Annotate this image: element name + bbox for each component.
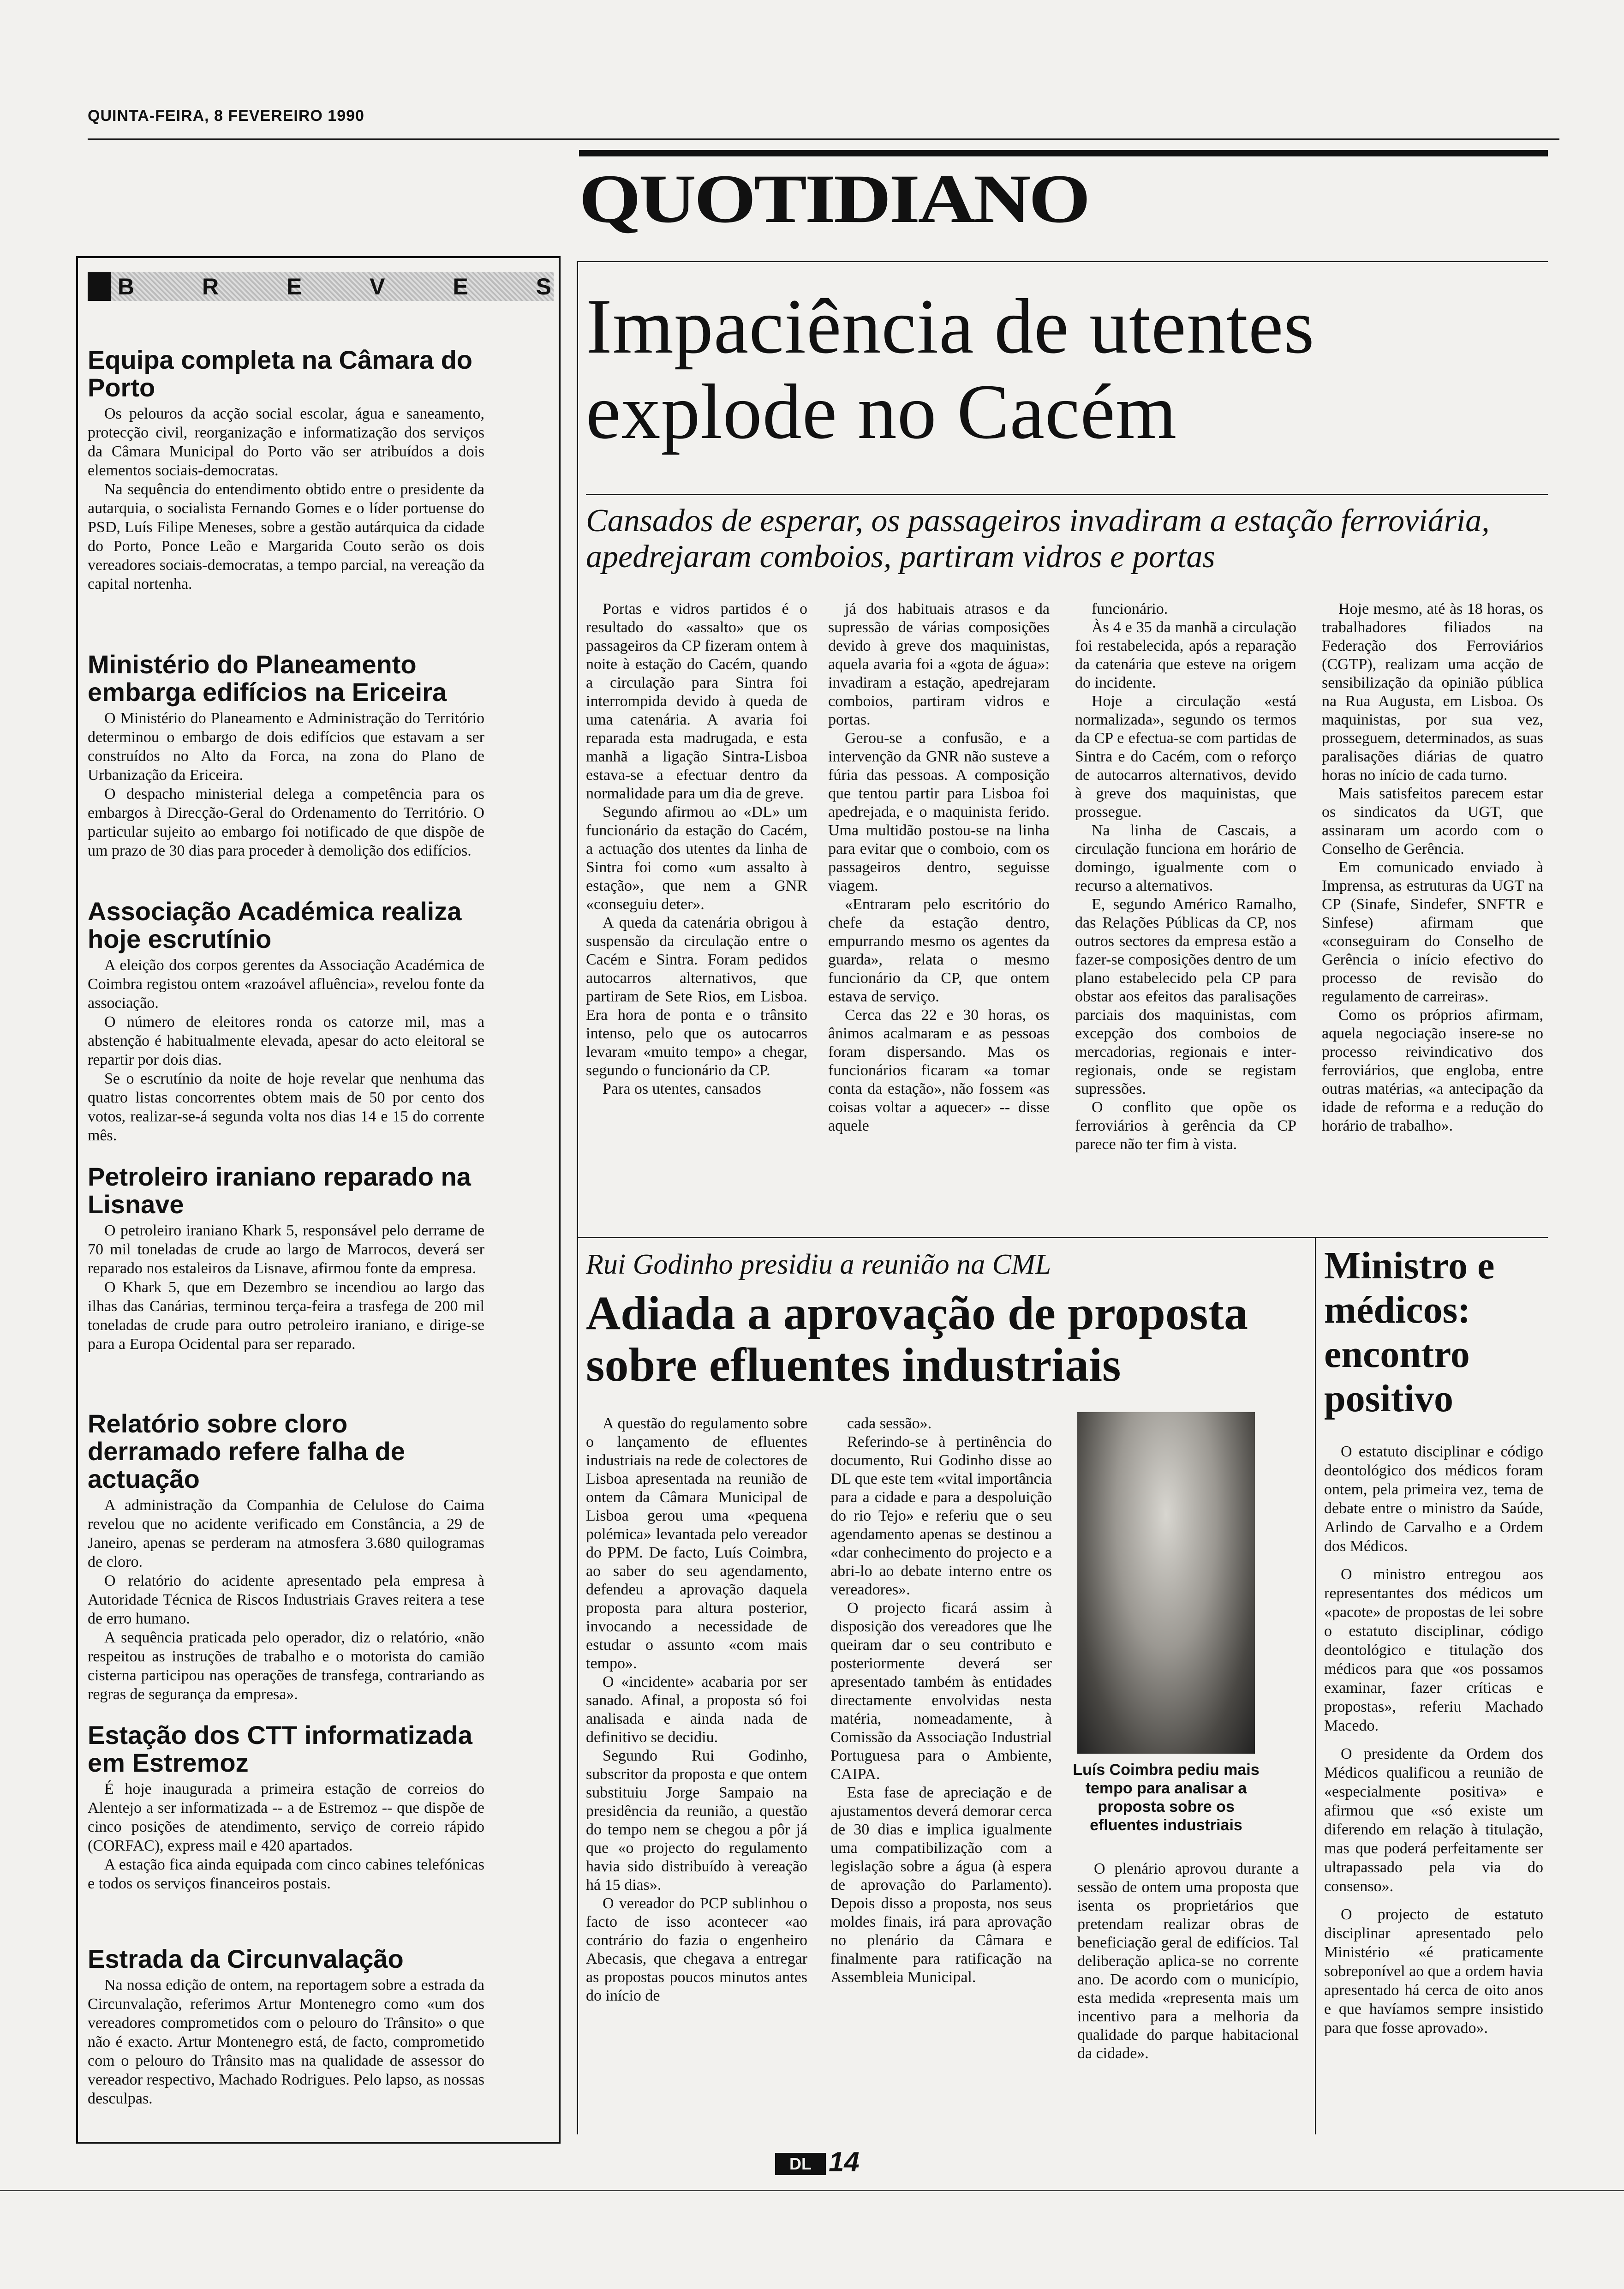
main-story-column (586, 600, 807, 1098)
main-subhead: Cansados de esperar, os passageiros invadiram a estação ferroviária, apedrejaram comboios, partiram vidros e portas (586, 503, 1490, 575)
story-paragraph: O plenário aprovou durante a sessão de ontem uma proposta que isenta os proprietários que pretendam realizar obras de beneficiação geral de edifícios. Tal deliberação aplica-se no corrente ano. De acordo com o município, esta medida «representa mais um incentivo para a melhoria da qualidade do parque habitacional da cidade». (1077, 1860, 1299, 2062)
dateline: QUINTA-FEIRA, 8 FEVEREIRO 1990 (88, 107, 364, 125)
story-paragraph: O projecto de estatuto disciplinar apresentado pelo Ministério «é praticamente sobreponível ao que a ordem havia apresentado há cerca de oito anos e que havíamos sempre insistido para que fosse aprovado». (1324, 1906, 1543, 2037)
brief-item (88, 1721, 484, 1893)
story-paragraph: E, segundo Américo Ramalho, das Relações Públicas da CP, nos outros sectores da empresa estão a fazer-se composições dentro de um plano estabelecido pela CP para obstar aos efeitos das paralisações parciais dos maquinistas, com excepção dos comboios de mercadorias, regionais e inter-regionais, onde se registam supressões. (1075, 896, 1296, 1097)
brief-paragraph: A sequência praticada pelo operador, diz o relatório, «não respeitou as instruções de trabalho e o motorista do camião cisterna participou nas operações de transfega, contrariando as regras de segurança da empresa». (88, 1629, 484, 1703)
story-paragraph: cada sessão». (847, 1415, 932, 1432)
story-paragraph: O estatuto disciplinar e código deontológico dos médicos foram ontem, pela primeira vez, tema de debate entre o ministro da Saúde, Arlindo de Carvalho e a Ordem dos Médicos. (1324, 1443, 1543, 1555)
story-paragraph: funcionário. (1092, 600, 1168, 617)
brief-item (88, 1945, 484, 2108)
brief-paragraph: A eleição dos corpos gerentes da Associação Académica de Coimbra registou ontem «razoável afluência», revelou fonte da associação. (88, 957, 484, 1012)
brief-paragraph: Os pelouros da acção social escolar, água e saneamento, protecção civil, reorganização e informatização dos serviços da Câmara Municipal do Porto vão ser atribuídos a dois elementos sociais-democratas. (88, 405, 484, 479)
story-paragraph: O projecto ficará assim à disposição dos vereadores que lhe queiram dar o seu contributo e posteriormente deverá ser apresentado também às entidades directamente envolvidas nesta matéria, nomeadamente, à Comissão da Associação Industrial Portuguesa para o Ambiente, CAIPA. (830, 1600, 1052, 1783)
portrait-photo (1077, 1412, 1255, 1754)
story2-kicker: Rui Godinho presidiu a reunião na CML (586, 1249, 1051, 1280)
breves-letter: E (453, 274, 468, 300)
story2-column (586, 1414, 807, 2005)
story2-headline: Adiada a aprovação de proposta sobre efluentes industriais (586, 1287, 1248, 1391)
brief-paragraph: O despacho ministerial delega a competência para os embargos à Direcção-Geral do Ordenamento do Território. O particular sujeito ao embargo foi notificado de que dispõe de um prazo de 30 dias para proceder à demolição dos edifícios. (88, 785, 484, 859)
brief-paragraph: A estação fica ainda equipada com cinco cabines telefónicas e todos os serviços financeiros postais. (88, 1856, 484, 1892)
page-number: 14 (829, 2146, 860, 2177)
brief-item (88, 346, 484, 593)
story-rule (577, 1237, 1548, 1238)
story-rule (586, 494, 1548, 495)
story-paragraph: Para os utentes, cansados (603, 1080, 761, 1097)
story-paragraph: Na linha de Cascais, a circulação funciona em horário de domingo, igualmente com o recurso a alternativos. (1075, 822, 1296, 894)
story-paragraph: Gerou-se a confusão, e a intervenção da GNR não susteve a fúria das pessoas. A composição que tentou partir para Lisboa foi apedrejada, e o maquinista ferido. Uma multidão postou-se na linha para evitar que o comboio, com os passageiros dentro, seguisse viagem. (828, 730, 1050, 894)
brief-paragraph: A administração da Companhia de Celulose do Caima revelou que no acidente verificado em Constância, a 29 de Janeiro, apenas se perderam na atmosfera 3.680 quilogramas de cloro. (88, 1497, 484, 1570)
story-paragraph: Referindo-se à pertinência do documento, Rui Godinho disse ao DL que este tem «vital importância para a cidade e para a despoluição do rio Tejo» e referiu que o seu agendamento apenas se destinou a «dar conhecimento do projecto e a abri-lo ao debate interno entre os vereadores». (830, 1433, 1052, 1598)
story-paragraph: Hoje a circulação «está normalizada», segundo os termos da CP e efectua-se com partidas de Sintra e do Cacém, com o reforço de autocarros alternativos, devido à greve dos maquinistas, que prossegue. (1075, 693, 1296, 821)
photo-caption: Luís Coimbra pediu mais tempo para analisar a proposta sobre os efluentes industriais (1073, 1761, 1260, 1834)
story3-headline: Ministro e médicos: encontro positivo (1324, 1244, 1495, 1420)
story-paragraph: Cerca das 22 e 30 horas, os ânimos acalmaram e as pessoas foram dispersando. Mas os funcionários ficaram «a tomar conta da estação», não fossem «as coisas voltar a aquecer» -- disse aquele (828, 1007, 1050, 1134)
brief-paragraph: Se o escrutínio da noite de hoje revelar que nenhuma das quatro listas concorrentes obtem mais de 50 por cento dos votos, realizar-se-á segunda volta nos dias 14 e 15 do corrente mês. (88, 1070, 484, 1144)
story2-column (830, 1414, 1052, 1987)
story-paragraph: Segundo Rui Godinho, subscritor da proposta e que ontem substituiu Jorge Sampaio na presidência da reunião, a questão do tempo nem se chegou a pôr já que «o projecto do regulamento havia sido distribuído à vereação há 15 dias». (586, 1747, 807, 1894)
section-bar (579, 150, 1548, 156)
brief-paragraph: Na nossa edição de ontem, na reportagem sobre a estrada da Circunvalação, referimos Artur Montenegro como «um dos vereadores comprometidos com o pelouro do Trânsito» o que não é exacto. Artur Montenegro está, de facto, comprometido com o pelouro do Trânsito mas na qualidade de assessor do vereador respectivo, Machado Rodrigues. Pelo lapso, as nossas desculpas. (88, 1977, 484, 2107)
story-paragraph: O vereador do PCP sublinhou o facto de isso acontecer «ao contrário do fazia o engenheiro Abecasis, que chegava a entregar as propostas poucos minutos antes do início de (586, 1895, 807, 2004)
story2-column (1077, 1860, 1299, 2063)
brief-paragraph: O petroleiro iraniano Khark 5, responsável pelo derrame de 70 mil toneladas de crude ao largo de Marrocos, deverá ser reparado nos estaleiros da Lisnave, afirmou fonte da empresa. (88, 1222, 484, 1277)
story-paragraph: O presidente da Ordem dos Médicos qualificou a reunião de «especialmente positiva» e afirmou que «só existe um diferendo em relação à titulação, mas que poderá perfeitamente ser ultrapassado pela via do consenso». (1324, 1745, 1543, 1895)
brief-paragraph: Na sequência do entendimento obtido entre o presidente da autarquia, o socialista Fernando Gomes e o líder portuense do PSD, Luís Filipe Meneses, sobre a gestão autárquica da cidade do Porto, Ponce Leão e Margarida Couto serão os dois vereadores sociais-democratas, a tempo parcial, na vereação da capital nortenha. (88, 481, 484, 593)
brief-title: Ministério do Planeamento embarga edifícios na Ericeira (88, 650, 447, 707)
story-paragraph: já dos habituais atrasos e da supressão de várias composições devido à greve dos maquinistas, aquela avaria foi a «gota de água»: invadiram a estação, apedrejaram comboios, partiram vidros e portas. (828, 600, 1050, 728)
brief-title: Estrada da Circunvalação (88, 1944, 404, 1973)
breves-letter: S (536, 274, 551, 300)
brief-title: Equipa completa na Câmara do Porto (88, 345, 472, 402)
breves-square (88, 272, 111, 301)
story-paragraph: Segundo afirmou ao «DL» um funcionário da estação do Cacém, a actuação dos utentes da linha de Sintra foi como «um assalto à estação», que nem a GNR «conseguiu deter». (586, 803, 807, 913)
column-rule (577, 261, 578, 2134)
breves-title (118, 273, 551, 300)
main-story-column (1075, 600, 1296, 1154)
brief-paragraph: O número de eleitores ronda os catorze mil, mas a abstenção é habitualmente elevada, apesar do acto eleitoral se repartir por dois dias. (88, 1013, 484, 1068)
breves-letter: V (370, 274, 385, 300)
story-paragraph: A queda da catenária obrigou à suspensão da circulação entre o Cacém e Sintra. Foram pedidos autocarros alternativos, que partiram de Sete Rios, em Lisboa. Era hora de ponta e o trânsito intenso, pelo que os autocarros levaram «muito tempo» a chegar, segundo o funcionário da CP. (586, 914, 807, 1079)
breves-letter: E (286, 274, 302, 300)
story-paragraph: Como os próprios afirmam, aquela negociação insere-se no processo reivindicativo dos ferroviários, que engloba, entre outras matérias, «a antecipação da idade de reforma e a redução do horário de trabalho». (1322, 1007, 1543, 1134)
column-rule (1315, 1237, 1316, 2134)
story3-column (1324, 1442, 1543, 2037)
story-paragraph: Mais satisfeitos parecem estar os sindicatos da UGT, que assinaram um acordo com o Conselho de Gerência. (1322, 785, 1543, 857)
story-paragraph: O conflito que opõe os ferroviários à gerência da CP parece não ter fim à vista. (1075, 1099, 1296, 1153)
brief-item (88, 1163, 484, 1354)
brief-title: Petroleiro iraniano reparado na Lisnave (88, 1162, 471, 1219)
newspaper-logo: DL (775, 2153, 826, 2175)
brief-item (88, 651, 484, 860)
footer-rule (0, 2190, 1624, 2191)
brief-title: Associação Académica realiza hoje escrutínio (88, 897, 462, 953)
brief-item (88, 898, 484, 1145)
breves-letter: B (118, 274, 135, 300)
brief-item (88, 1410, 484, 1704)
main-story-column (828, 600, 1050, 1135)
story-paragraph: Às 4 e 35 da manhã a circulação foi restabelecida, após a reparação da catenária que esteve na origem do incidente. (1075, 619, 1296, 691)
header-rule (88, 138, 1559, 140)
brief-paragraph: O Ministério do Planeamento e Administração do Território determinou o embargo de dois edifícios que estavam a ser construídos no Alto da Forca, na zona do Plano de Urbanização da Ericeira. (88, 710, 484, 784)
brief-title: Estação dos CTT informatizada em Estremoz (88, 1720, 472, 1777)
story-paragraph: Portas e vidros partidos é o resultado do «assalto» que os passageiros da CP fizeram ontem à noite à estação do Cacém, quando a circulação para Sintra foi interrompida devido à queda de uma catenária. A avaria foi reparada esta madrugada, e esta manhã a ligação Sintra-Lisboa estava-se a efectuar dentro da normalidade para um dia de greve. (586, 600, 807, 802)
section-title: QUOTIDIANO (579, 161, 1089, 237)
brief-paragraph: É hoje inaugurada a primeira estação de correios do Alentejo a ser informatizada -- a de Estremoz -- que dispõe de cinco posições de atendimento, serviço de correio rápido (CORFAC), express mail e 420 apartados. (88, 1780, 484, 1854)
story-paragraph: «Entraram pelo escritório do chefe da estação dentro, empurrando mesmo os agentes da guarda», relata o mesmo funcionário da CP, que ontem estava de serviço. (828, 896, 1050, 1005)
story-paragraph: Em comunicado enviado à Imprensa, as estruturas da UGT na CP (Sinafe, Sindefer, SNFTR e Sinfese) afirmam que «conseguiram do Conselho de Gerência o início efectivo do processo de revisão do regulamento de carreiras». (1322, 859, 1543, 1005)
story-paragraph: O ministro entregou aos representantes dos médicos um «pacote» de propostas de lei sobre o estatuto disciplinar, código deontológico e titulação dos médicos para que «os possamos examinar, fazer críticas e propostas», referiu Machado Macedo. (1324, 1566, 1543, 1734)
main-headline: Impaciência de utentes explode no Cacém (586, 283, 1315, 455)
story-paragraph: A questão do regulamento sobre o lançamento de efluentes industriais na rede de colectores de Lisboa apresentada na reunião de ontem da Câmara Municipal de Lisboa gerou uma «pequena polémica» levantada pelo vereador do PPM. De facto, Luís Coimbra, ao saber do seu agendamento, defendeu a aprovação daquela proposta para altura posterior, invocando a necessidade de estudar o assunto «com mais tempo». (586, 1415, 807, 1672)
story-paragraph: Esta fase de apreciação e de ajustamentos deverá demorar cerca de 30 dias e implica igualmente uma compatibilização com a legislação sobre a água (à espera de aprovação do Parlamento). Depois disso a proposta, nos seus moldes finais, irá para aprovação no plenário da Câmara e finalmente para ratificação na Assembleia Municipal. (830, 1784, 1052, 1986)
brief-title: Relatório sobre cloro derramado refere falha de actuação (88, 1409, 405, 1493)
breves-letter: R (202, 274, 219, 300)
brief-paragraph: O relatório do acidente apresentado pela empresa à Autoridade Técnica de Riscos Industriais Graves reitera a tese de erro humano. (88, 1572, 484, 1627)
story-paragraph: Hoje mesmo, até às 18 horas, os trabalhadores filiados na Federação dos Ferroviários (CGTP), realizam uma acção de sensibilização da opinião pública na Rua Augusta, em Lisboa. Os maquinistas, por sua vez, prosseguem, determinados, as suas paralisações diárias de quatro horas no início de cada turno. (1322, 600, 1543, 784)
story-paragraph: O «incidente» acabaria por ser sanado. Afinal, a proposta só foi analisada e ainda nada de definitivo se decidiu. (586, 1673, 807, 1746)
page-footer (775, 2146, 860, 2178)
main-story-column (1322, 600, 1543, 1135)
brief-paragraph: O Khark 5, que em Dezembro se incendiou ao largo das ilhas das Canárias, terminou terça-feira a trasfega de 200 mil toneladas de crude para outro petroleiro iraniano, e dirige-se para a Europa Ocidental para ser reparado. (88, 1279, 484, 1353)
story-rule (577, 261, 1548, 262)
